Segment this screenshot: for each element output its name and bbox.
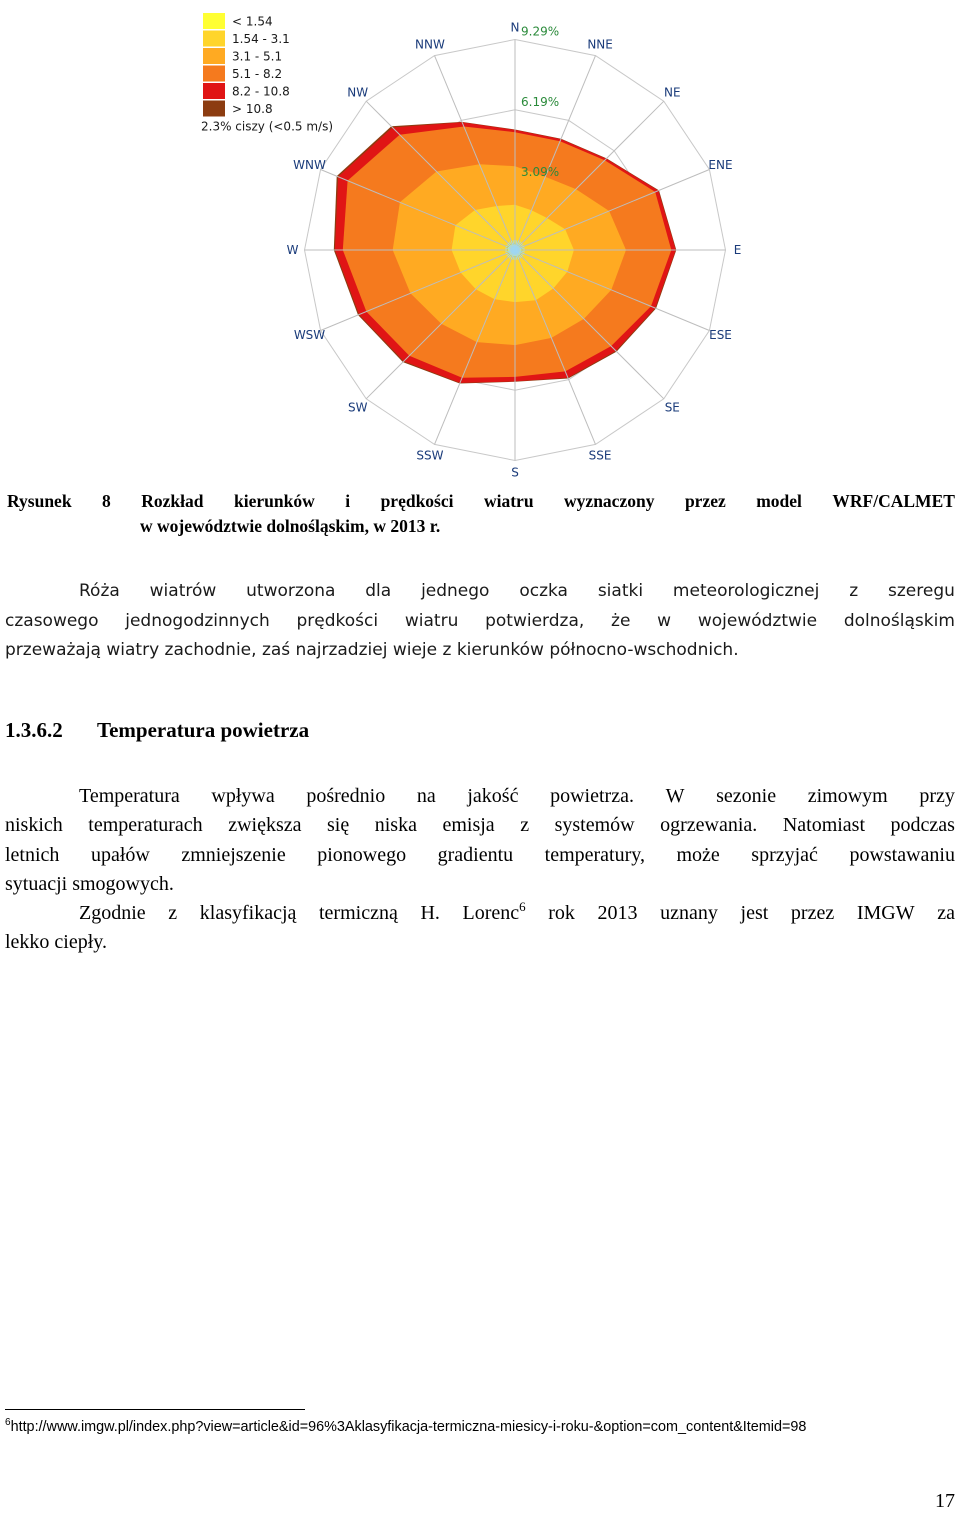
word: szeregu xyxy=(888,581,955,601)
direction-label-nnw: NNW xyxy=(414,37,445,52)
word: w xyxy=(657,610,672,631)
word: sprzyjać xyxy=(751,843,818,866)
word: zimowym xyxy=(807,785,888,807)
paragraph-line: lekko ciepły. xyxy=(5,931,108,954)
paragraph-line: przeważają wiatry zachodnie, zaś najrzadziej wieje z kierunków północno-wschodnich. xyxy=(5,640,739,660)
word: jest xyxy=(740,902,769,925)
section-heading xyxy=(5,718,309,743)
word: potwierdza, xyxy=(485,610,585,631)
word: 2013 xyxy=(597,902,638,925)
word: letnich xyxy=(5,843,60,866)
direction-label-ne: NE xyxy=(664,85,681,100)
direction-label-wnw: WNW xyxy=(293,157,326,172)
paragraph-line xyxy=(5,607,955,637)
rose-spokes xyxy=(305,37,726,461)
direction-label-ssw: SSW xyxy=(416,448,444,463)
ring-label: 3.09% xyxy=(521,165,560,179)
word: Zgodnie xyxy=(79,902,146,925)
caption-word: przez xyxy=(684,491,726,511)
ring-label: 9.29% xyxy=(521,24,560,39)
ring-label: 6.19% xyxy=(521,94,560,109)
word: upałów xyxy=(90,843,150,866)
word: województwie xyxy=(697,610,818,631)
word: wiatru xyxy=(404,610,459,631)
word: zmniejszenie xyxy=(181,843,286,866)
direction-label-e: E xyxy=(733,243,742,257)
word: jednego xyxy=(421,581,490,601)
word: z xyxy=(520,814,530,837)
direction-label-se: SE xyxy=(664,400,680,415)
word: pionowego xyxy=(317,843,407,866)
section-number: 1.3.6.2 xyxy=(5,718,63,742)
rose-legend xyxy=(201,13,333,134)
word: że xyxy=(611,610,631,631)
direction-label-w: W xyxy=(286,243,299,257)
word: rok xyxy=(548,902,575,925)
paragraph-line xyxy=(5,841,955,870)
paragraph-temperature xyxy=(5,782,955,958)
word: jednogodzinnych xyxy=(125,610,270,631)
word: utworzona xyxy=(246,581,336,601)
legend-calm-label: 2.3% ciszy (<0.5 m/s) xyxy=(201,119,333,134)
word: pośrednio xyxy=(306,785,386,807)
legend-swatch xyxy=(203,13,225,29)
caption-word: WRF/CALMET xyxy=(832,491,955,511)
direction-label-n: N xyxy=(510,20,520,35)
word: jakość xyxy=(467,785,519,807)
paragraph-line: sytuacji smogowych. xyxy=(5,872,174,895)
word: wiatrów xyxy=(149,581,217,601)
rose-areas xyxy=(334,122,677,384)
direction-label-nne: NNE xyxy=(587,37,613,52)
page-number: 17 xyxy=(935,1490,955,1512)
direction-label-sse: SSE xyxy=(588,448,612,463)
author-name: Lorenc xyxy=(462,902,520,925)
footnote-link[interactable]: http://www.imgw.pl/index.php?view=article&id=96%3Aklasyfikacja-termiczna-miesicy-i-roku-&option=com_content&Itemid=98 xyxy=(10,1419,807,1435)
legend-label: 3.1 - 5.1 xyxy=(232,49,283,64)
word: W xyxy=(665,785,685,807)
legend-label: 8.2 - 10.8 xyxy=(232,84,290,99)
caption-word: 8 xyxy=(102,491,111,511)
caption-word: Rozkład xyxy=(141,491,204,511)
footnote xyxy=(5,1419,806,1435)
figure-caption xyxy=(7,489,955,539)
paragraph-wind-rose xyxy=(5,577,955,666)
word: niskich xyxy=(5,814,63,837)
legend-swatch xyxy=(203,101,225,117)
paragraph-line xyxy=(5,782,955,811)
word: systemów xyxy=(554,814,635,837)
word: sezonie xyxy=(716,785,777,807)
direction-label-ene: ENE xyxy=(708,157,733,172)
word: prędkości xyxy=(296,610,379,631)
word: dla xyxy=(365,581,392,601)
direction-label-ese: ESE xyxy=(709,328,732,343)
caption-word: kierunków xyxy=(234,491,315,511)
word: dolnośląskim xyxy=(843,610,955,631)
caption-word: Rysunek xyxy=(7,491,72,511)
direction-label-wsw: WSW xyxy=(293,328,326,343)
word: niska xyxy=(374,814,417,837)
word: uznany xyxy=(660,902,718,925)
legend-swatch xyxy=(203,83,225,99)
word: wpływa xyxy=(211,785,275,807)
caption-word: prędkości xyxy=(380,491,454,511)
word: czasowego xyxy=(5,610,99,631)
footnote-ref[interactable]: 6 xyxy=(519,899,526,915)
caption-word: i xyxy=(345,491,351,511)
word: ogrzewania. xyxy=(660,814,758,837)
caption-word: wiatru xyxy=(483,491,534,511)
direction-label-sw: SW xyxy=(347,400,368,415)
wind-rose-figure xyxy=(195,8,755,480)
direction-label-nw: NW xyxy=(347,85,369,100)
author-with-footnote xyxy=(463,899,526,928)
legend-swatch xyxy=(203,48,225,64)
footnote-separator xyxy=(5,1409,305,1410)
word: emisja xyxy=(442,814,495,837)
word: za xyxy=(937,902,955,925)
word: przy xyxy=(919,785,955,807)
word: temperaturach xyxy=(88,814,203,837)
caption-line-1 xyxy=(7,489,955,514)
word: powietrza. xyxy=(550,785,634,807)
word: Temperatura xyxy=(79,785,180,807)
word: Róża xyxy=(79,581,120,601)
word: H. xyxy=(420,902,440,925)
direction-label-s: S xyxy=(511,465,519,480)
footnote-marker: 6 xyxy=(5,1417,11,1428)
word: z xyxy=(168,902,178,925)
caption-word: wyznaczony xyxy=(564,491,655,511)
word: przez xyxy=(790,902,835,925)
caption-word: model xyxy=(756,491,802,511)
word: klasyfikacją xyxy=(199,902,297,925)
word: gradientu xyxy=(437,843,514,866)
paragraph-line xyxy=(5,577,955,607)
word: się xyxy=(327,814,350,837)
section-title: Temperatura powietrza xyxy=(97,718,310,742)
legend-label: 1.54 - 3.1 xyxy=(232,32,290,46)
word: oczka xyxy=(519,581,568,601)
word: zwiększa xyxy=(228,814,302,837)
paragraph-line xyxy=(5,899,955,928)
legend-label: 5.1 - 8.2 xyxy=(232,67,283,81)
legend-swatch xyxy=(203,66,225,82)
word: na xyxy=(416,785,436,807)
word: siatki xyxy=(597,581,644,601)
word: meteorologicznej xyxy=(672,581,820,601)
paragraph-line xyxy=(5,811,955,840)
word: może xyxy=(676,843,720,866)
word: temperatury, xyxy=(544,843,645,866)
legend-swatch xyxy=(203,31,225,47)
word: Natomiast xyxy=(782,814,866,837)
word: termiczną xyxy=(319,902,398,925)
word: powstawaniu xyxy=(849,843,955,866)
legend-label: > 10.8 xyxy=(232,102,273,116)
word: podczas xyxy=(890,814,955,837)
caption-line-2: w województwie dolnośląskim, w 2013 r. xyxy=(140,516,441,536)
word: IMGW xyxy=(856,902,915,925)
word: z xyxy=(849,581,859,601)
wind-rose-chart xyxy=(195,8,755,480)
legend-label: < 1.54 xyxy=(232,14,273,29)
